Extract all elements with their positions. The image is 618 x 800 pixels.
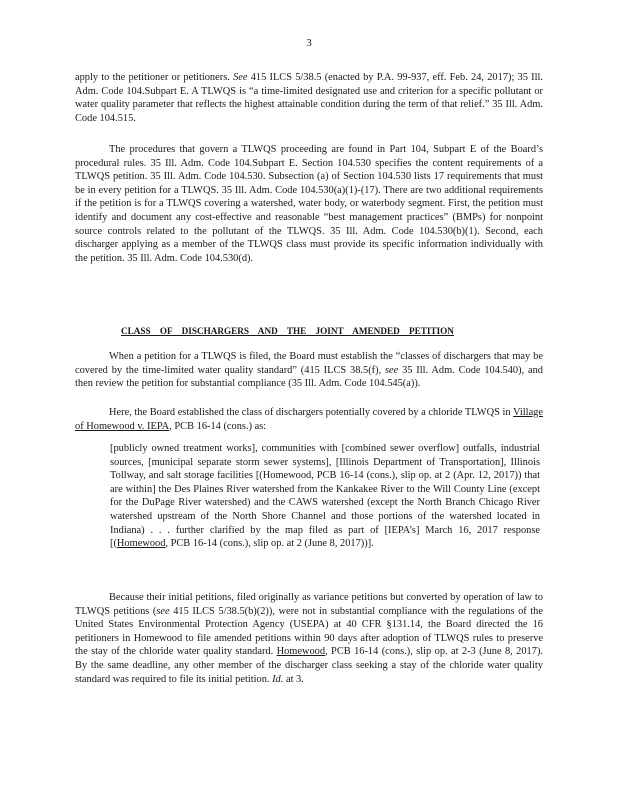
signal-id: Id. [272, 673, 284, 685]
signal-see: see [156, 605, 170, 617]
case-citation: Homewood [276, 646, 326, 658]
signal-see: See [233, 72, 248, 83]
section-heading: CLASS OF DISCHARGERS AND THE JOINT AMENDED PETITION [121, 326, 454, 336]
page-number: 3 [306, 37, 312, 49]
paragraph-amended-petitions: Because their initial petitions, filed originally as variance petitions but converted by operation of law to TLWQS petitions (see 415 ILCS 5/38.5(b)(2)), were not in substantial compliance with the regulations of the United States Environmental Protection Agency (USEPA) at 40 CFR §131.14, the Board directed the 16 petitioners in Homewood to file amended petitions within 90 days after adoption of TLWQS rules to preserve the stay of the chloride water quality standard. Homewood, PCB 16-14 (cons.), slip op. at 2-3 (June 8, 2017). By the same deadline, any other member of the discharger class seeking a stay of the chloride water quality standard was required to file its initial petition. Id. at 3. [75, 592, 543, 685]
paragraph-procedures: The procedures that govern a TLWQS proceeding are found in Part 104, Subpart E of the Board’s procedural rules. 35 Ill. Adm. Code 104.Subpart E. Section 104.530 specifies the content requirements of a TLWQS petition. 35 Ill. Adm. Code 104.530. Subsection (a) of Section 104.530 lists 17 requirements that must be in every petition for a TLWQS. 35 Ill. Adm. Code 104.530(a)(1)-(17). There are two additional requirements if the petition is for a TLWQS covering a watershed, water body, or waterbody segment. First, the petition must identify and document any cost-effective and reasonable “best management practices” (BMPs) for nonpoint source controls related to the pollutant of the TLWQS. 35 Ill. Adm. Code 104.530(b)(1). Second, each discharger applying as a member of the TLWQS class must provide its specific information individually with the petition. 35 Ill. Adm. Code 104.530(d). [75, 144, 543, 264]
paragraph-classes: When a petition for a TLWQS is filed, the Board must establish the “classes of dischargers that may be covered by the time-limited water quality standard” (415 ILCS 38.5(f), see 35 Ill. Adm. Code 104.540), and then review the petition for substantial compliance (35 Ill. Adm. Code 104.545(a)). [75, 351, 543, 390]
signal-see: see [385, 364, 399, 376]
case-citation: Village of Homewood v. IEPA [75, 407, 543, 432]
paragraph-class-established: Here, the Board established the class of dischargers potentially covered by a chloride TLWQS in Village of Homewood v. IEPA, PCB 16-14 (cons.) as: [75, 407, 543, 432]
block-quote: [publicly owned treatment works], communities with [combined sewer overflow] outfalls, industrial sources, [municipal separate storm sewer systems], [Illinois Department of Transportation], Illinois Tollway, and salt storage facilities [(Homewood, PCB 16-14 (cons.), slip op. at 2 (Apr. 12, 2017)) that are within] the Des Plaines River watershed from the Kankakee River to the Will County Line (except for the DuPage River watershed) and the CAWS watershed (except the North Branch Chicago River watershed upstream of the North Shore Channel and those portions of the watershed located in Indiana) . . . further clarified by the map filed as part of [IEPA’s] March 16, 2017 response [(Homewood, PCB 16-14 (cons.), slip op. at 2 (June 8, 2017))]. [110, 443, 540, 550]
paragraph-tlwqs-definition: apply to the petitioner or petitioners. See 415 ILCS 5/38.5 (enacted by P.A. 99-937, eff. Feb. 24, 2017); 35 Ill. Adm. Code 104.Subpart E. A TLWQS is “a time-limited designated use and criterion for a specific pollutant or water quality parameter that reflects the highest attainable condition during the term of that relief.” 35 Ill. Adm. Code 104.515. [75, 72, 543, 124]
case-citation: Homewood [116, 538, 166, 550]
